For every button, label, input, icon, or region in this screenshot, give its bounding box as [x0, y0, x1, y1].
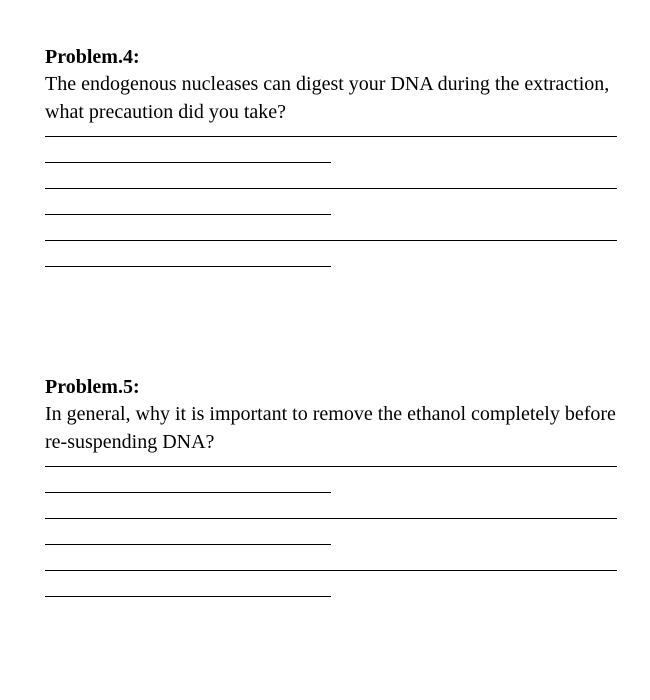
answer-line — [45, 162, 331, 163]
problem-4-block — [45, 44, 617, 267]
answer-line — [45, 188, 617, 189]
answer-line — [45, 492, 331, 493]
problem-4-answer-lines — [45, 136, 617, 267]
problem-5-block — [45, 374, 617, 597]
problem-5-question: In general, why it is important to remove the ethanol completely before re-suspending DNA? — [45, 403, 616, 453]
answer-line — [45, 596, 331, 597]
answer-line — [45, 136, 617, 137]
problem-4-question: The endogenous nucleases can digest your DNA during the extraction, what precaution did you take? — [45, 73, 610, 123]
problem-5-title: Problem.5: — [45, 376, 140, 398]
answer-line — [45, 266, 331, 267]
answer-line — [45, 518, 617, 519]
problem-5-answer-lines — [45, 466, 617, 597]
answer-line — [45, 544, 331, 545]
answer-line — [45, 214, 331, 215]
answer-line — [45, 240, 617, 241]
answer-line — [45, 570, 617, 571]
answer-line — [45, 466, 617, 467]
problem-4-title: Problem.4: — [45, 46, 140, 68]
